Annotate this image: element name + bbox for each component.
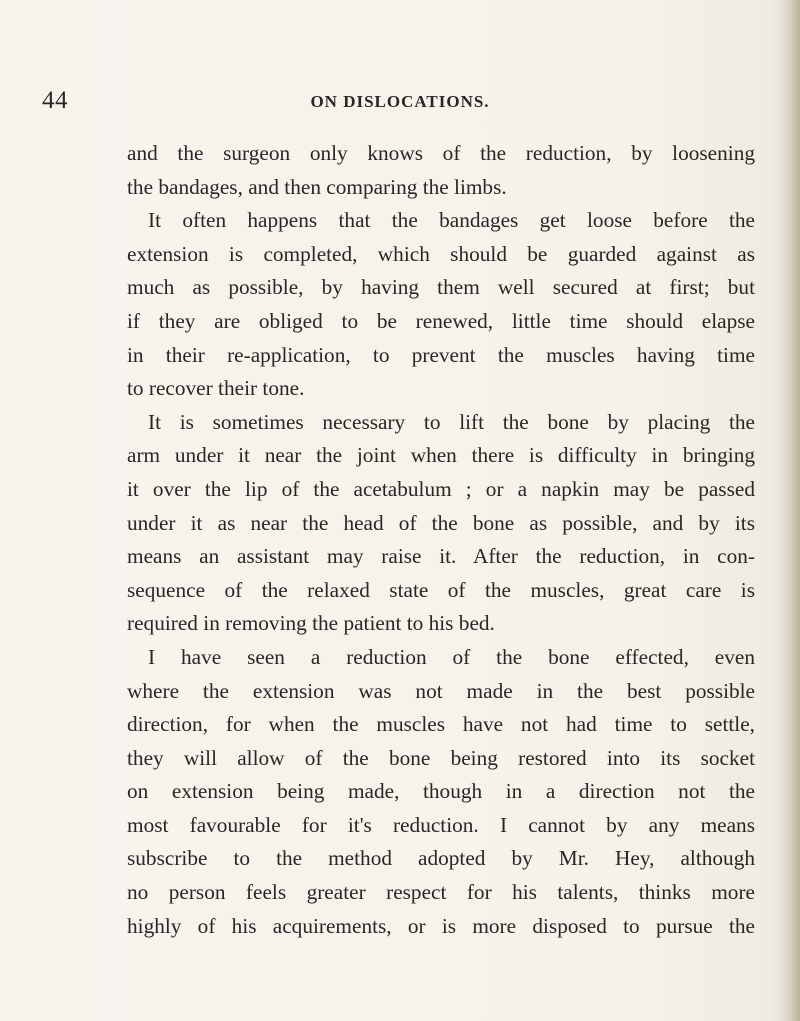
text-line: where the extension was not made in the best possible: [127, 678, 755, 703]
text-line: no person feels greater respect for his talents, thinks more: [127, 880, 755, 905]
text-line: much as possible, by having them well secured at first; but: [127, 275, 755, 300]
body-text: [127, 137, 755, 943]
text-line: they will allow of the bone being restored into its socket: [127, 745, 755, 770]
text-line: if they are obliged to be renewed, little time should elapse: [127, 308, 755, 333]
text-line: required in removing the patient to his bed.: [127, 611, 495, 636]
text-line: means an assistant may raise it. After the reduction, in con-: [127, 544, 755, 569]
text-line: the bandages, and then comparing the limbs.: [127, 174, 507, 199]
text-line: arm under it near the joint when there is difficulty in bringing: [127, 443, 755, 468]
text-line: in their re-application, to prevent the muscles having time: [127, 342, 755, 367]
text-line: under it as near the head of the bone as possible, and by its: [127, 510, 755, 535]
text-line: to recover their tone.: [127, 376, 305, 401]
text-line: It often happens that the bandages get loose before the: [148, 208, 755, 233]
text-line: sequence of the relaxed state of the muscles, great care is: [127, 577, 755, 602]
text-line: direction, for when the muscles have not had time to settle,: [127, 712, 755, 737]
running-head: ON DISLOCATIONS.: [310, 92, 490, 111]
text-line: on extension being made, though in a direction not the: [127, 779, 755, 804]
page-edge-shadow: [778, 0, 800, 1021]
text-line: I have seen a reduction of the bone effected, even: [148, 644, 755, 669]
text-line: extension is completed, which should be guarded against as: [127, 241, 755, 266]
text-line: it over the lip of the acetabulum ; or a napkin may be passed: [127, 476, 755, 501]
text-line: and the surgeon only knows of the reduction, by loosening: [127, 141, 755, 165]
text-line: most favourable for it's reduction. I cannot by any means: [127, 812, 755, 837]
page-number: 44: [42, 87, 68, 114]
text-line: It is sometimes necessary to lift the bone by placing the: [148, 409, 755, 434]
text-line: subscribe to the method adopted by Mr. Hey, although: [127, 846, 755, 871]
text-line: highly of his acquirements, or is more disposed to pursue the: [127, 913, 755, 938]
